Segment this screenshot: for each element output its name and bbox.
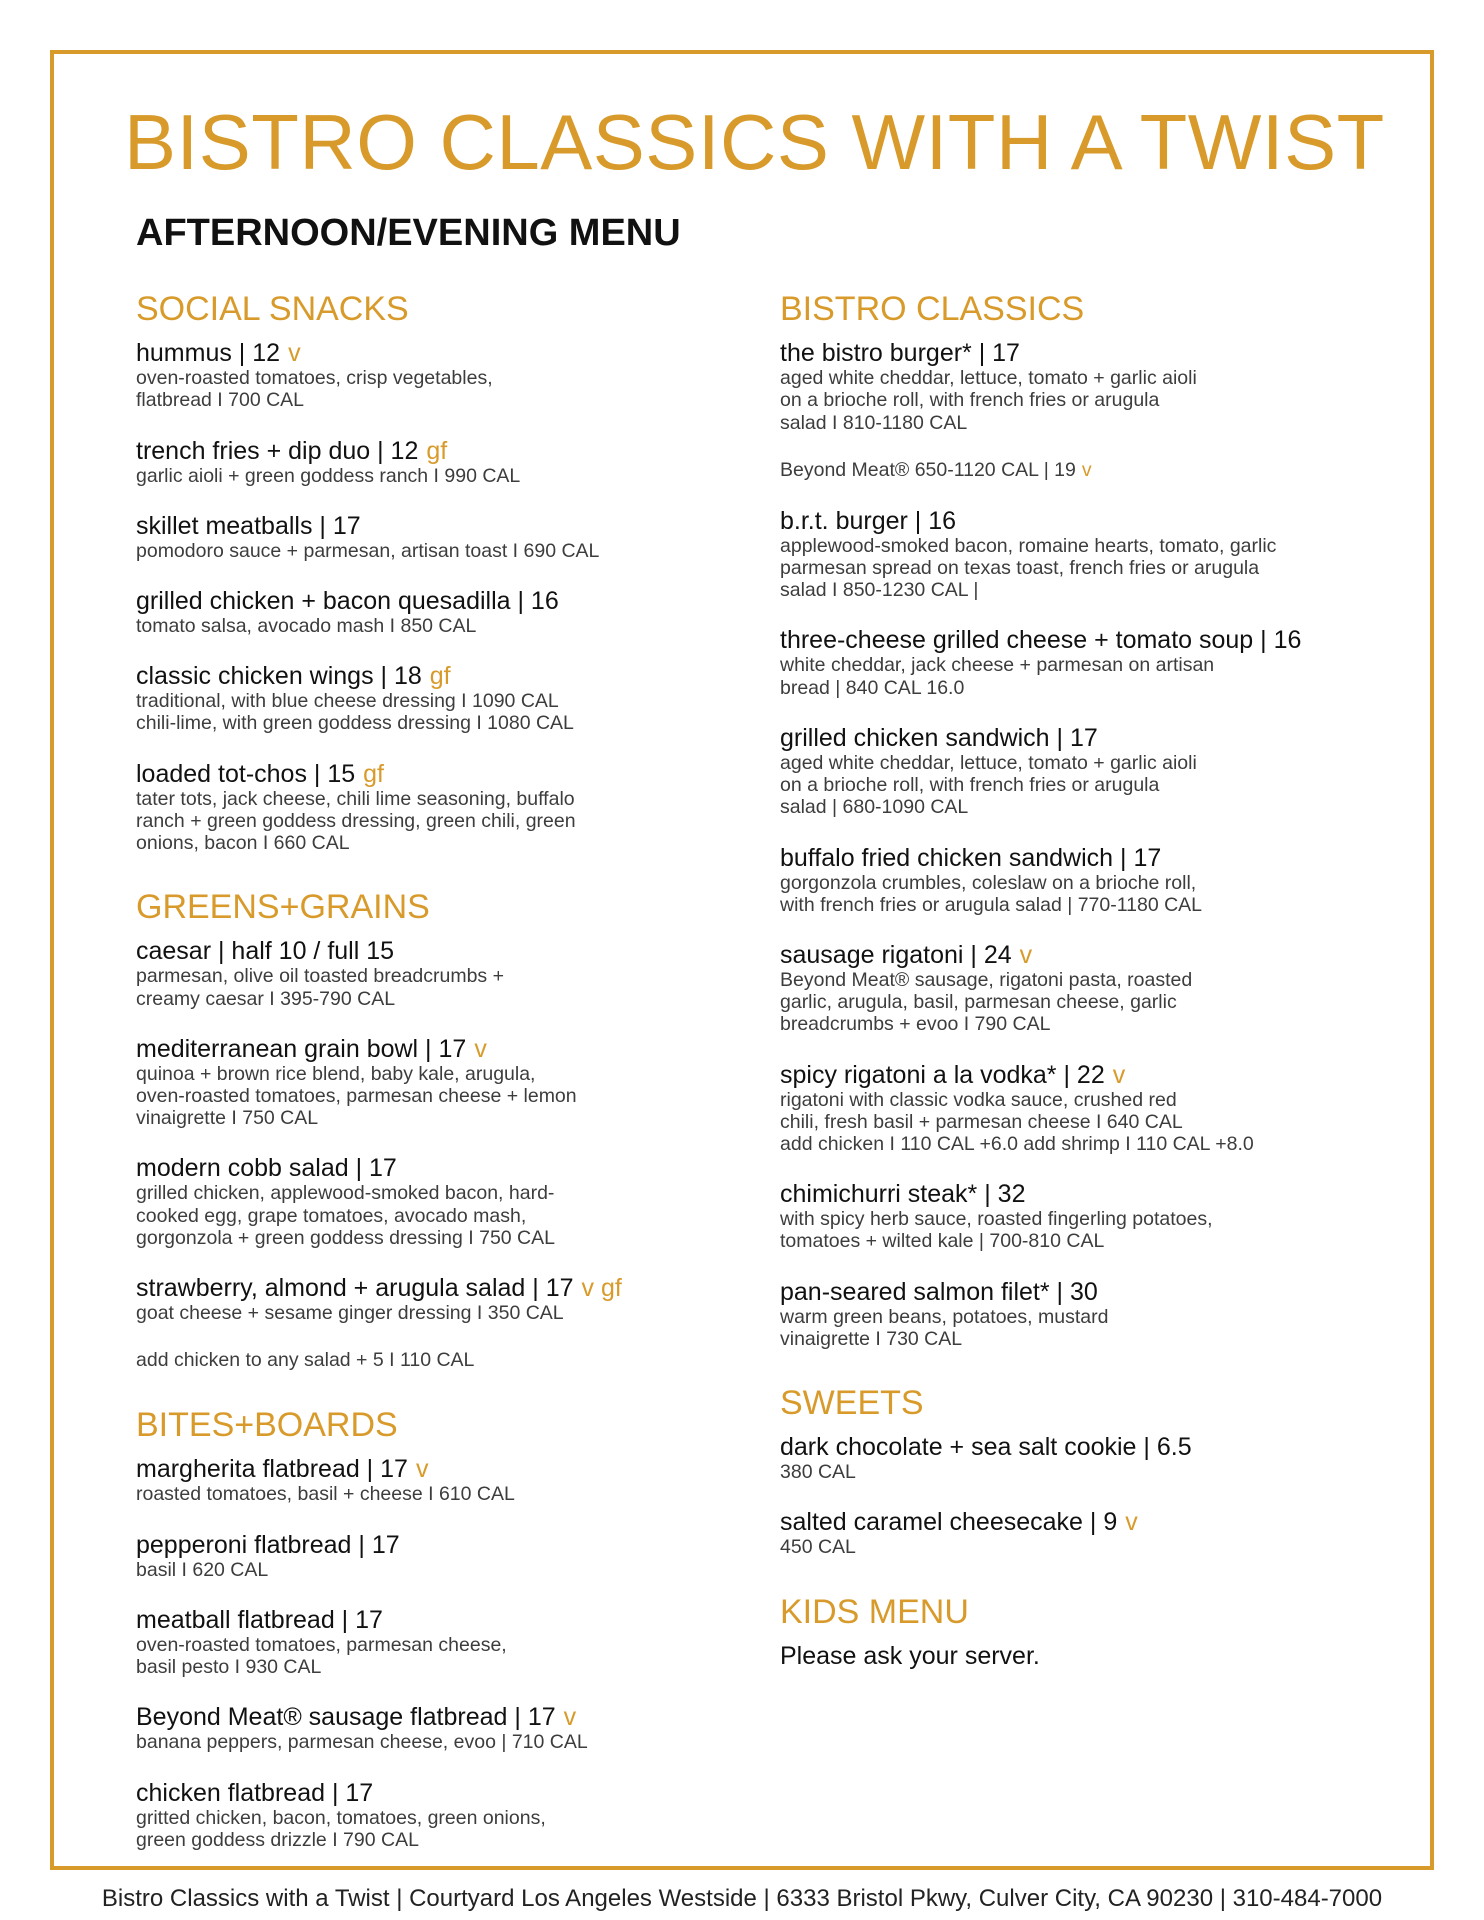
item-description: Beyond Meat® sausage, rigatoni pasta, roasted garlic, arugula, basil, parmesan cheese, garlic breadcrumbs + evoo I 790 CAL <box>780 968 1193 1036</box>
menu-item <box>780 941 1420 1036</box>
item-name: buffalo fried chicken sandwich | 17 <box>780 843 1162 872</box>
menu-item <box>136 937 776 1009</box>
section-title: GREENS+GRAINS <box>136 888 430 927</box>
item-description: white cheddar, jack cheese + parmesan on artisan bread | 840 CAL 16.0 <box>780 654 1215 699</box>
item-description: 380 CAL <box>780 1461 856 1484</box>
menu-item <box>780 1278 1420 1350</box>
section-title: BISTRO CLASSICS <box>780 290 1085 328</box>
menu-item <box>780 1180 1420 1252</box>
item-description: aged white cheddar, lettuce, tomato + garlic aioli on a brioche roll, with french fries or arugula salad | 680-1090 CAL <box>780 751 1197 819</box>
section-sweets <box>780 1384 1420 1559</box>
item-description: gritted chicken, bacon, tomatoes, green onions, green goddess drizzle I 790 CAL <box>136 1806 546 1851</box>
item-tags: gf <box>426 436 448 465</box>
item-description: pomodoro sauce + parmesan, artisan toast I 690 CAL <box>136 539 600 562</box>
item-description: rigatoni with classic vodka sauce, crushed red chili, fresh basil + parmesan cheese I 640 CAL add chicken I 110 CAL +6.0 add shrimp I 110 CAL +8.0 <box>780 1088 1254 1156</box>
item-description: gorgonzola crumbles, coleslaw on a brioche roll, with french fries or arugula salad | 770-1180 CAL <box>780 871 1203 916</box>
footer-address: Bistro Classics with a Twist | Courtyard Los Angeles Westside | 6333 Bristol Pkwy, Culver City, CA 90230 | 310-484-7000 <box>101 1885 1383 1912</box>
item-name: margherita flatbread | 17 <box>136 1455 408 1484</box>
menu-item <box>136 1531 776 1581</box>
item-name: meatball flatbread | 17 <box>136 1605 383 1634</box>
menu-item <box>780 626 1420 698</box>
menu-item <box>780 1433 1420 1483</box>
item-tags: v <box>415 1455 429 1484</box>
item-description: with spicy herb sauce, roasted fingerling potatoes, tomatoes + wilted kale | 700-810 CAL <box>780 1208 1213 1253</box>
item-name: dark chocolate + sea salt cookie | 6.5 <box>780 1433 1192 1462</box>
item-tags: v <box>1081 458 1092 481</box>
section-social-snacks <box>136 290 776 854</box>
item-description: goat cheese + sesame ginger dressing I 350 CAL <box>136 1302 564 1325</box>
menu-item <box>136 587 776 637</box>
item-name: loaded tot-chos | 15 <box>136 759 356 788</box>
menu-item <box>136 1455 776 1505</box>
item-name: pan-seared salmon filet* | 30 <box>780 1277 1098 1306</box>
item-description: grilled chicken, applewood-smoked bacon, hard- cooked egg, grape tomatoes, avocado mash, gorgonzola + green goddess dressing I 750 CAL <box>136 1182 555 1249</box>
section-kids-menu <box>780 1593 1420 1671</box>
item-name: Beyond Meat® sausage flatbread | 17 <box>136 1703 556 1732</box>
item-description: applewood-smoked bacon, romaine hearts, tomato, garlic parmesan spread on texas toast, french fries or arugula salad I 850-1230 CAL | <box>780 534 1277 602</box>
menu-item <box>136 512 776 562</box>
item-name: classic chicken wings | 18 <box>136 662 422 691</box>
item-description: roasted tomatoes, basil + cheese I 610 CAL <box>136 1483 515 1506</box>
item-name: mediterranean grain bowl | 17 <box>136 1034 467 1063</box>
menu-item <box>136 760 776 855</box>
item-name: sausage rigatoni | 24 <box>780 940 1012 969</box>
menu-item <box>780 1508 1420 1558</box>
item-description: aged white cheddar, lettuce, tomato + garlic aioli on a brioche roll, with french fries or arugula salad I 810-1180 CAL <box>780 367 1197 434</box>
item-name: caesar | half 10 / full 15 <box>136 937 395 966</box>
item-description: garlic aioli + green goddess ranch I 990 CAL <box>136 464 521 487</box>
section-bites-boards <box>136 1406 776 1851</box>
section-title: SWEETS <box>780 1384 924 1423</box>
menu-item <box>780 724 1420 819</box>
item-name: chicken flatbread | 17 <box>136 1778 374 1807</box>
menu-item <box>780 339 1420 434</box>
menu-item <box>136 1274 776 1324</box>
section-greens-grains <box>136 888 776 1372</box>
salad-add-on-note: add chicken to any salad + 5 I 110 CAL <box>136 1349 475 1372</box>
item-name: chimichurri steak* | 32 <box>780 1180 1026 1209</box>
item-tags: v <box>1019 940 1033 969</box>
item-name: trench fries + dip duo | 12 <box>136 436 419 465</box>
menu-item <box>136 1703 776 1753</box>
item-description: warm green beans, potatoes, mustard vinaigrette I 730 CAL <box>780 1305 1109 1350</box>
menu-item <box>780 844 1420 916</box>
item-description: oven-roasted tomatoes, parmesan cheese, basil pesto I 930 CAL <box>136 1633 507 1679</box>
item-name: three-cheese grilled cheese + tomato soup | 16 <box>780 626 1302 655</box>
item-tags: v <box>474 1034 487 1063</box>
beyond-meat-note: Beyond Meat® 650-1120 CAL | 19 <box>780 458 1076 481</box>
item-description: oven-roasted tomatoes, crisp vegetables, flatbread I 700 CAL <box>136 367 493 412</box>
item-name: modern cobb salad | 17 <box>136 1154 397 1183</box>
menu-item <box>136 1779 776 1851</box>
section-title: BITES+BOARDS <box>136 1406 398 1445</box>
menu-item <box>136 1035 776 1130</box>
item-name: salted caramel cheesecake | 9 <box>780 1508 1118 1537</box>
item-description: 450 CAL <box>780 1536 856 1559</box>
item-tags: v <box>563 1703 577 1732</box>
menu-item <box>136 1154 776 1249</box>
item-tags: v <box>1125 1508 1138 1537</box>
item-description: quinoa + brown rice blend, baby kale, arugula, oven-roasted tomatoes, parmesan cheese + lemon vinaigrette I 750 CAL <box>136 1062 577 1130</box>
item-name: hummus | 12 <box>136 339 281 368</box>
section-bistro-classics <box>780 290 1420 1350</box>
item-description: banana peppers, parmesan cheese, evoo | 710 CAL <box>136 1731 588 1754</box>
menu-subtitle: AFTERNOON/EVENING MENU <box>136 212 681 254</box>
item-name: pepperoni flatbread | 17 <box>136 1530 400 1559</box>
item-name: skillet meatballs | 17 <box>136 511 361 540</box>
item-name: strawberry, almond + arugula salad | 17 <box>136 1274 574 1303</box>
menu-item <box>136 437 776 487</box>
menu-item <box>780 1061 1420 1156</box>
item-tags: v gf <box>581 1274 622 1303</box>
left-column <box>136 290 776 1885</box>
item-name: b.r.t. burger | 16 <box>780 506 957 535</box>
menu-item <box>136 1606 776 1678</box>
menu-item <box>136 662 776 734</box>
kids-menu-note: Please ask your server. <box>780 1641 1040 1670</box>
item-name: the bistro burger* | 17 <box>780 339 1020 368</box>
item-name: grilled chicken + bacon quesadilla | 16 <box>136 586 559 615</box>
menu-item <box>780 507 1420 602</box>
item-description: tomato salsa, avocado mash I 850 CAL <box>136 614 477 637</box>
section-title: SOCIAL SNACKS <box>136 290 409 328</box>
item-description: parmesan, olive oil toasted breadcrumbs + creamy caesar I 395-790 CAL <box>136 965 504 1010</box>
item-name: spicy rigatoni a la vodka* | 22 <box>780 1060 1105 1089</box>
section-title: KIDS MENU <box>780 1592 969 1631</box>
item-name: grilled chicken sandwich | 17 <box>780 723 1098 752</box>
item-tags: v <box>288 339 301 368</box>
item-description: tater tots, jack cheese, chili lime seasoning, buffalo ranch + green goddess dressing, green chili, green onions, bacon I 660 CAL <box>136 787 576 855</box>
menu-title: BISTRO CLASSICS WITH A TWIST <box>124 98 1385 186</box>
menu-item <box>136 339 776 411</box>
item-description: basil I 620 CAL <box>136 1558 269 1581</box>
item-tags: v <box>1112 1060 1126 1089</box>
beyond-meat-option <box>780 459 1420 482</box>
item-description: traditional, with blue cheese dressing I 1090 CAL chili-lime, with green goddess dressing I 1080 CAL <box>136 690 574 735</box>
item-tags: gf <box>363 759 384 788</box>
item-tags: gf <box>429 662 451 691</box>
right-column <box>780 290 1420 1705</box>
